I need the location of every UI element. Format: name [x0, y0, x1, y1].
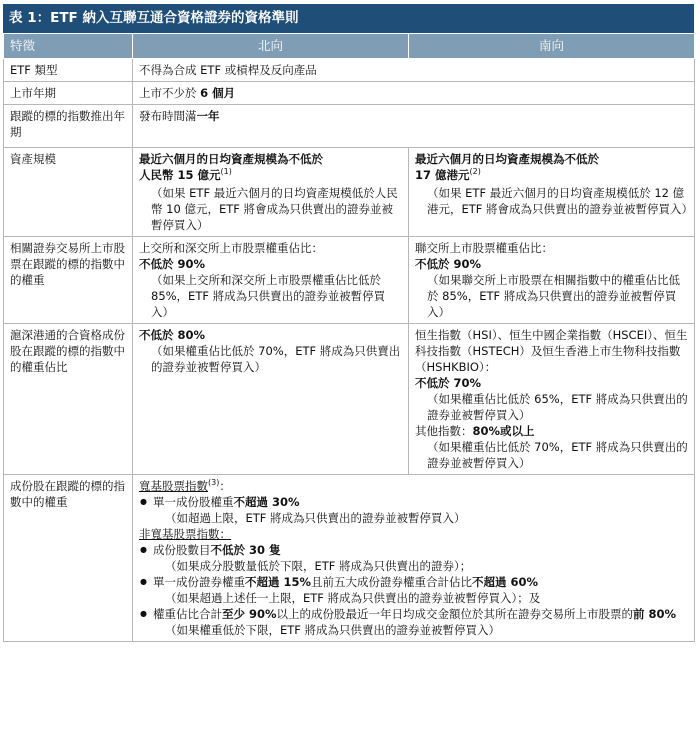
header-south: 南向: [409, 34, 695, 59]
table-title: 表 1：ETF 納入互聯互通合資格證券的資格準則: [3, 4, 694, 33]
row-listing: [4, 82, 695, 105]
row-eligible-weight: [4, 324, 695, 475]
listed-weight-south: 聯交所上市股票權重佔比： 不低於 90% （如果聯交所上市股票在相關指數中的權重佔比低於 85%，ETF 將成為只供賣出的證券並被暫停買入）: [409, 237, 695, 324]
list-item: ● 權重佔比合計至少 90%以上的成份股最近一年日均成交金額位於其所在證券交易所上市股票的前 80% （如果權重低於下限，ETF 將成為只供賣出的證券並被暫停買入）: [139, 606, 688, 638]
list-item: ● 單一成份股權重不超過 30% （如超過上限，ETF 將成為只供賣出的證券並被暫停買入）: [139, 494, 688, 526]
feature-label: 成份股在跟蹤的標的指數中的權重: [4, 475, 133, 642]
broad-index-list: [139, 494, 688, 526]
list-item: ● 單一成份證券權重不超過 15%且前五大成份證券權重合計佔比不超過 60% （如果超過上述任一上限，ETF 將成為只供賣出的證券並被暫停買入）；及: [139, 574, 688, 606]
row-etf-type: [4, 59, 695, 82]
etf-type-value: 不得為合成 ETF 或槓桿及反向產品: [133, 59, 695, 82]
feature-label: 滬深港通的合資格成份股在跟蹤的標的指數中的權重佔比: [4, 324, 133, 475]
row-listed-weight: [4, 237, 695, 324]
list-item: ● 成份股數目不低於 30 隻 （如果成分股數量低於下限，ETF 將成為只供賣出的證券）；: [139, 542, 688, 574]
feature-label: 跟蹤的標的指數推出年期: [4, 105, 133, 148]
feature-label: 相關證券交易所上市股票在跟蹤的標的指數中的權重: [4, 237, 133, 324]
row-index-age: [4, 105, 695, 148]
aum-north: 最近六個月的日均資產規模為不低於 人民幣 15 億元$^{(1)}$ （如果 ETF 最近六個月的日均資產規模低於人民幣 10 億元，ETF 將會成為只供賣出的證券並被暫停買入）: [133, 148, 409, 237]
index-age-value: 發布時間滿一年: [133, 105, 695, 148]
constituent-weight-value: 寬基股票指數$^{(3)}$： ● 單一成份股權重不超過 30% （如超過上限，ETF 將成為只供賣出的證券並被暫停買入） 非寬基股票指數： ● 成份股數目不低於 30 隻 （如果成分股數量低於下限，ETF 將成為只供賣出的證券）； ● 單一成份證券權重不超過 15%且前五大成份證券權重合計佔比不超過 60% （如果超過上述任一上限，ETF 將成為只供賣出的證券並被暫停買入）；及 ● 權重佔比合計至少 90%以上的成份股最近一年日均成交金額位於其所在證券交易所上市股票的前 80% （如果權重低於下限，ETF 將成為只供賣出的證券並被暫停買入）: [133, 475, 695, 642]
eligible-weight-north: 不低於 80% （如果權重佔比低於 70%，ETF 將成為只供賣出的證券並被暫停買入）: [133, 324, 409, 475]
row-constituent-weight: [4, 475, 695, 642]
feature-label: ETF 類型: [4, 59, 133, 82]
eligibility-table-figure: [3, 4, 694, 642]
listing-value: 上市不少於 6 個月: [133, 82, 695, 105]
eligibility-table: [3, 33, 695, 642]
listed-weight-north: 上交所和深交所上市股票權重佔比： 不低於 90% （如果上交所和深交所上市股票權重佔比低於 85%，ETF 將成為只供賣出的證券並被暫停買入）: [133, 237, 409, 324]
header-row: [4, 34, 695, 59]
header-north: 北向: [133, 34, 409, 59]
non-broad-index-list: [139, 542, 688, 638]
aum-south: 最近六個月的日均資產規模為不低於 17 億港元$^{(2)}$ （如果 ETF 最近六個月的日均資產規模低於 12 億港元，ETF 將會成為只供賣出的證券並被暫停買入）: [409, 148, 695, 237]
row-aum: [4, 148, 695, 237]
feature-label: 上市年期: [4, 82, 133, 105]
header-feature: 特徵: [4, 34, 133, 59]
feature-label: 資產規模: [4, 148, 133, 237]
eligible-weight-south: 恒生指數（HSI）、恒生中國企業指數（HSCEI）、恒生科技指數（HSTECH）及恒生香港上市生物科技指數（HSHKBIO）： 不低於 70% （如果權重佔比低於 65%，ETF 將成為只供賣出的證券並被暫停買入） 其他指數：80%或以上 （如果權重佔比低於 70%，ETF 將成為只供賣出的證券並被暫停買入）: [409, 324, 695, 475]
